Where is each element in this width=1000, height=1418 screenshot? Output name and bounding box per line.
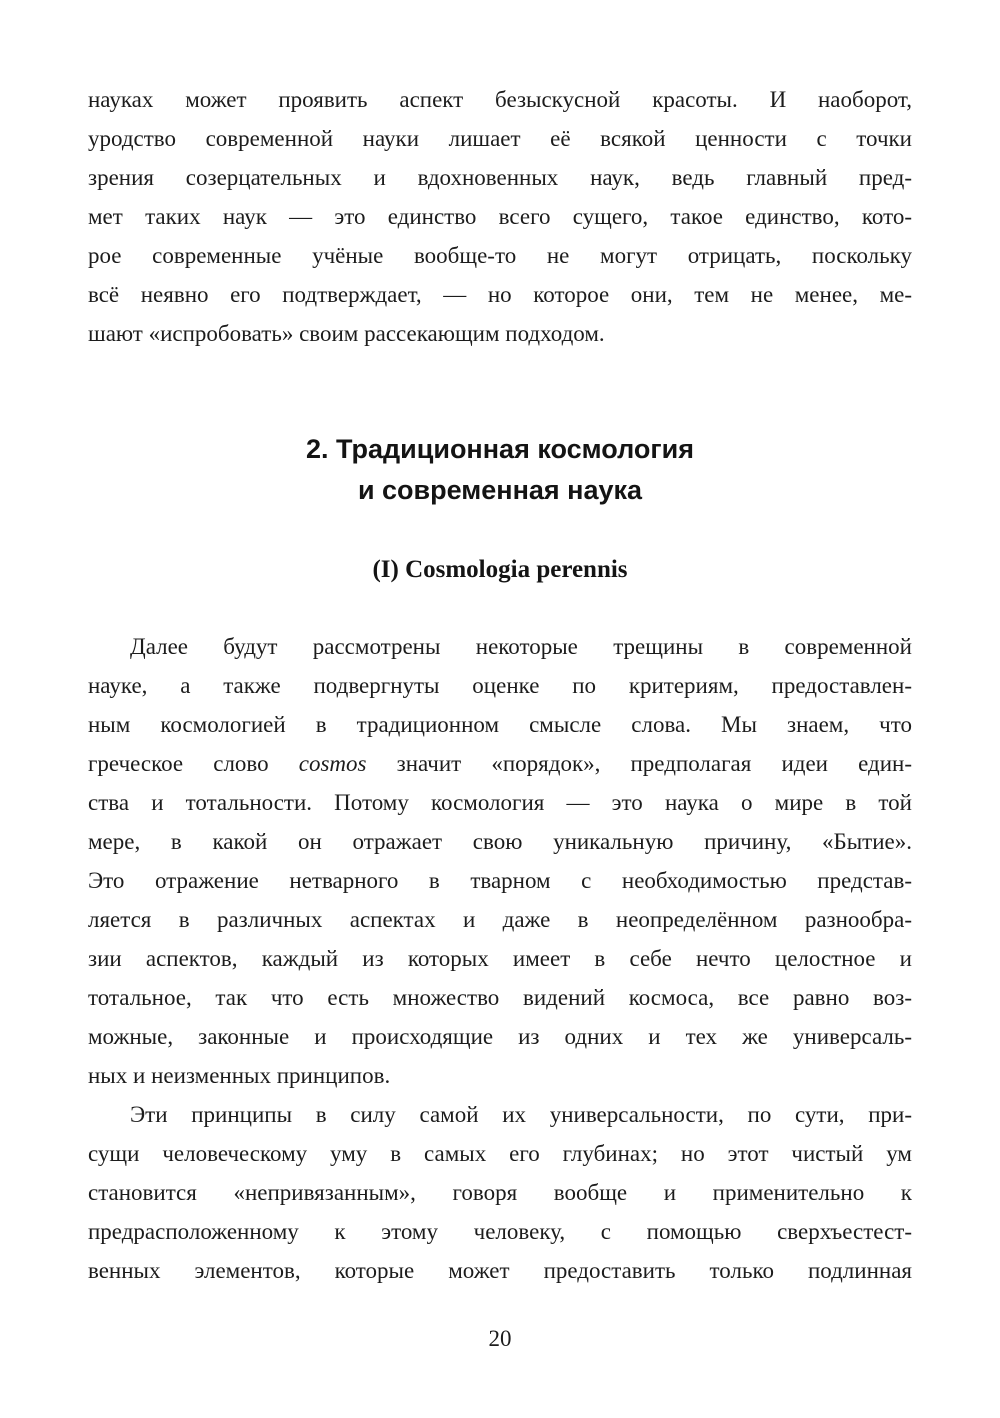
page-number: 20 [488,1326,512,1351]
italic-term: cosmos [298,751,367,776]
paragraph-line [88,744,912,783]
text-block [88,80,912,1290]
paragraph-line: науке, а также подвергнуты оценке по критериям, предоставлен- [88,673,912,698]
intro-paragraph [88,80,912,353]
paragraph-line: ляется в различных аспектах и даже в неопределённом разнообра- [88,907,912,932]
paragraph-line: зрения созерцательных и вдохновенных наук, ведь главный пред- [88,165,912,190]
section-heading-line-2: и современная наука [357,475,643,505]
paragraph-line: мере, в какой он отражает свою уникальную причину, «Бытие». [88,829,912,854]
line-text: значит «порядок», предполагая идеи един- [366,751,912,776]
paragraph-line: всё неявно его подтверждает, — но которое они, тем не менее, ме- [88,282,912,307]
paragraph-line: зии аспектов, каждый из которых имеет в себе нечто целостное и [88,946,912,971]
paragraph-line: науках может проявить аспект безыскусной красоты. И наоборот, [88,87,912,112]
paragraph-line: мет таких наук — это единство всего сущего, такое единство, кото- [88,204,912,229]
paragraph-line: венных элементов, которые может предоставить только подлинная [88,1258,912,1283]
paragraph-line: можные, законные и происходящие из одних и тех же универсаль- [88,1024,912,1049]
subsection-heading: (I) Cosmologia perennis [372,556,628,583]
paragraph-line: Далее будут рассмотрены некоторые трещины в современной [130,634,912,659]
paragraph-line: Это отражение нетварного в тварном с необходимостью представ- [88,868,912,893]
paragraph-line: тотальное, так что есть множество видений космоса, все равно воз- [88,985,912,1010]
paragraph-line: сущи человеческому уму в самых его глубинах; но этот чистый ум [88,1141,912,1166]
second-paragraph [88,1095,912,1290]
main-paragraph [88,627,912,1095]
line-text: греческое слово [88,751,299,776]
paragraph-line: уродство современной науки лишает её всякой ценности с точки [88,126,912,151]
paragraph-line: рое современные учёные вообще-то не могут отрицать, поскольку [88,243,912,268]
paragraph-line: шают «испробовать» своим рассекающим подходом. [88,321,605,346]
paragraph-line: ства и тотальности. Потому космология — это наука о мире в той [88,790,912,815]
paragraph-line: Эти принципы в силу самой их универсальности, по сути, при- [130,1102,912,1127]
paragraph-line: становится «непривязанным», говоря вообще и применительно к [88,1180,912,1205]
section-heading [88,429,912,511]
section-heading-line-1: 2. Традиционная космология [306,434,694,464]
paragraph-line: предрасположенному к этому человеку, с помощью сверхъестест- [88,1219,912,1244]
paragraph-line: ных и неизменных принципов. [88,1063,391,1088]
paragraph-line: ным космологией в традиционном смысле слова. Мы знаем, что [88,712,912,737]
